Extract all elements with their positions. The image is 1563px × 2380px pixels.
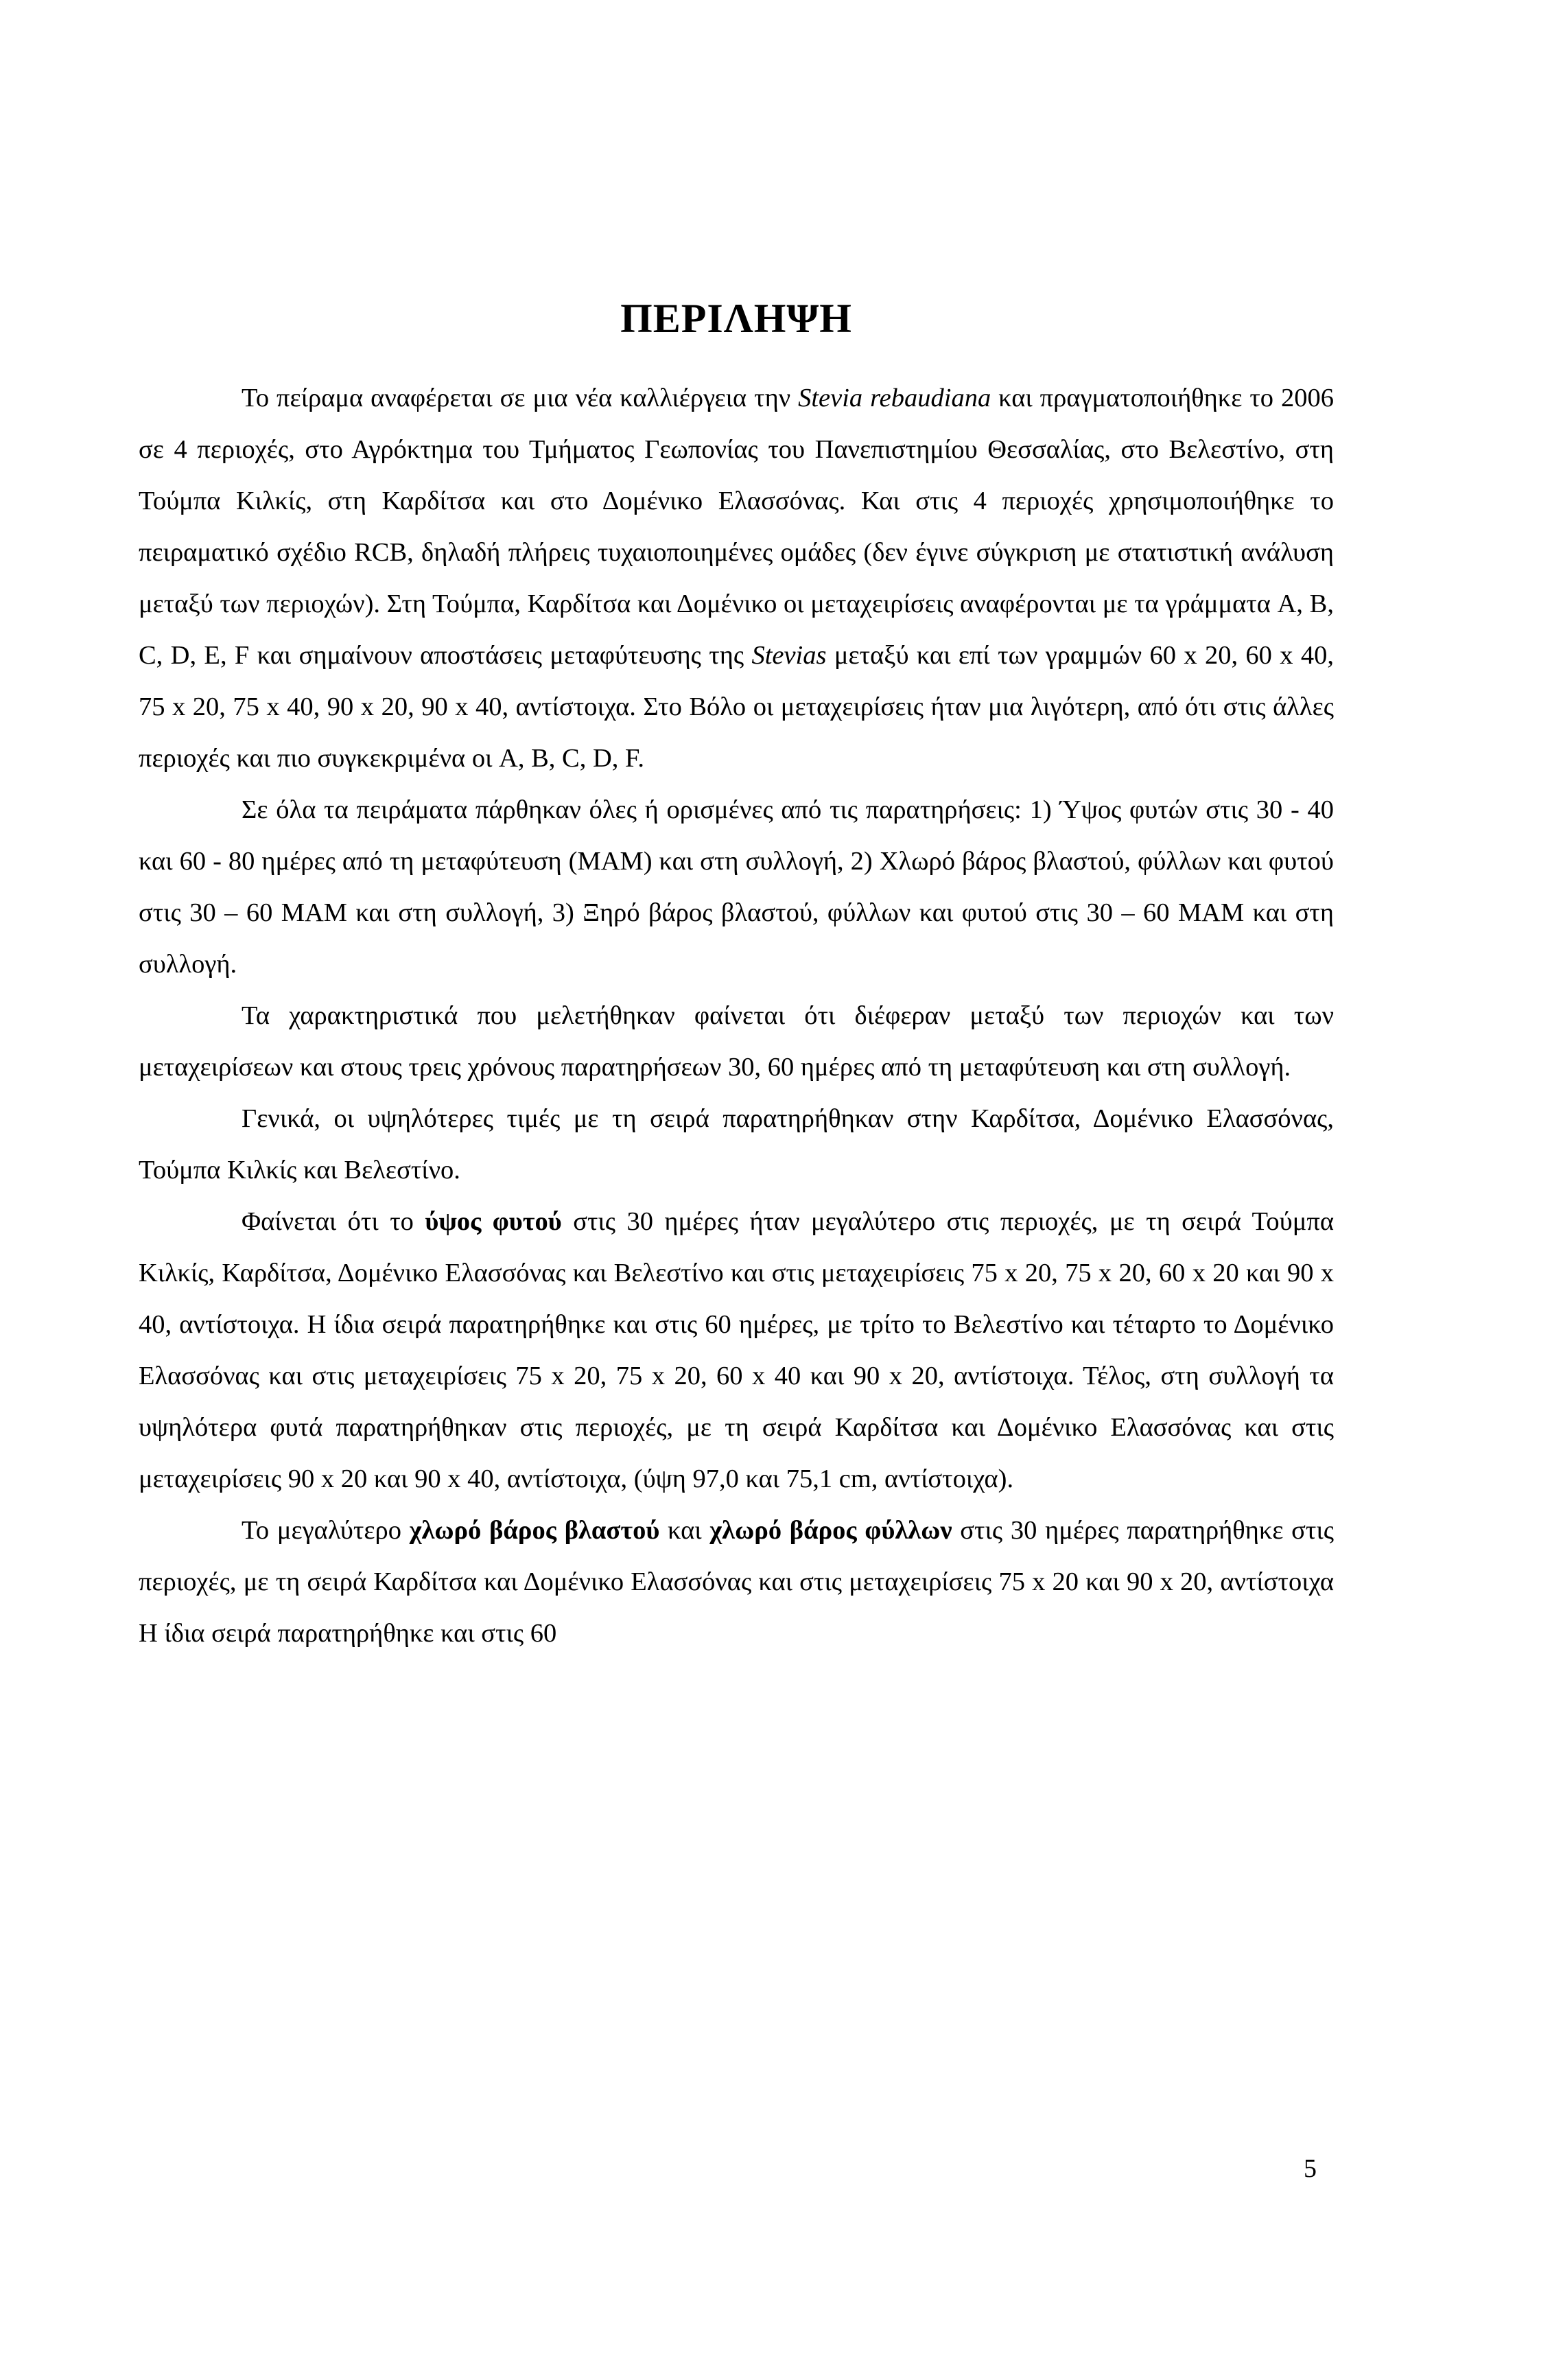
bold-text: ύψος φυτού [425,1207,562,1236]
page-number: 5 [1304,2154,1317,2183]
text-run: μεταξύ και επί των γραμμών 60 x 20, 60 x 40, 75 x 20, 75 x 40, 90 x 20, 90 x 40, αντίστοιχα. Στο Βόλο οι μεταχειρίσεις ήταν μια λιγότερη, από ότι στις άλλες περιοχές και πιο συγκεκριμένα οι A, B, C, D, F. [139,641,1334,773]
bold-text: χλωρό βάρος βλαστού [409,1516,660,1545]
text-run: Σε όλα τα πειράματα πάρθηκαν όλες ή ορισμένες από τις παρατηρήσεις: 1) Ύψος φυτών στις 30 - 40 και 60 - 80 ημέρες από τη μεταφύτευση (ΜΑΜ) και στη συλλογή, 2) Χλωρό βάρος βλαστού, φύλλων και φυτού στις 30 – 60 ΜΑΜ και στη συλλογή, 3) Ξηρό βάρος βλαστού, φύλλων και φυτού στις 30 – 60 ΜΑΜ και στη συλλογή. [139,795,1334,979]
page-title: ΠΕΡΙΛΗΨΗ [620,296,852,341]
paragraph [139,1505,1334,1659]
text-run: και [659,1516,710,1545]
text-run: Γενικά, οι υψηλότερες τιμές με τη σειρά παρατηρήθηκαν στην Καρδίτσα, Δομένικο Ελασσόνας, Τούμπα Κιλκίς και Βελεστίνο. [139,1104,1334,1185]
paragraph [139,373,1334,784]
text-run: Το μεγαλύτερο [242,1516,410,1545]
bold-text: χλωρό βάρος φύλλων [709,1516,952,1545]
text-run: και πραγματοποιήθηκε το 2006 σε 4 περιοχές, στο Αγρόκτημα του Τμήματος Γεωπονίας του Πανεπιστημίου Θεσσαλίας, στο Βελεστίνο, στη Τούμπα Κιλκίς, στη Καρδίτσα και στο Δομένικο Ελασσόνας. Και στις 4 περιοχές χρησιμοποιήθηκε το πειραματικό σχέδιο RCB, δηλαδή πλήρεις τυχαιοποιημένες ομάδες (δεν έγινε σύγκριση με στατιστική ανάλυση μεταξύ των περιοχών). Στη Τούμπα, Καρδίτσα και Δομένικο οι μεταχειρίσεις αναφέρονται με τα γράμματα A, B, C, D, E, F και σημαίνουν αποστάσεις μεταφύτευσης της [139,384,1334,670]
text-run: Το πείραμα αναφέρεται σε μια νέα καλλιέργεια την [242,384,799,412]
paragraph [139,1196,1334,1505]
paragraph [139,784,1334,990]
abstract-body [139,373,1334,1659]
text-run: Τα χαρακτηριστικά που μελετήθηκαν φαίνεται ότι διέφεραν μεταξύ των περιοχών και των μεταχειρίσεων και στους τρεις χρόνους παρατηρήσεων 30, 60 ημέρες από τη μεταφύτευση και στη συλλογή. [139,1001,1334,1082]
italic-text: Stevias [751,641,827,670]
paragraph [139,990,1334,1093]
italic-text: Stevia rebaudiana [798,384,991,412]
text-run: στις 30 ημέρες παρατηρήθηκε στις περιοχές, με τη σειρά Καρδίτσα και Δομένικο Ελασσόνας και στις μεταχειρίσεις 75 x 20 και 90 x 20, αντίστοιχα Η ίδια σειρά παρατηρήθηκε και στις 60 [139,1516,1335,1648]
text-run: Φαίνεται ότι το [242,1207,425,1236]
document-page [139,295,1334,1659]
paragraph [139,1093,1334,1196]
text-run: στις 30 ημέρες ήταν μεγαλύτερο στις περιοχές, με τη σειρά Τούμπα Κιλκίς, Καρδίτσα, Δομένικο Ελασσόνας και Βελεστίνο και στις μεταχειρίσεις 75 x 20, 75 x 20, 60 x 20 και 90 x 40, αντίστοιχα. Η ίδια σειρά παρατηρήθηκε και στις 60 ημέρες, με τρίτο το Βελεστίνο και τέταρτο το Δομένικο Ελασσόνας και στις μεταχειρίσεις 75 x 20, 75 x 20, 60 x 40 και 90 x 20, αντίστοιχα. Τέλος, στη συλλογή τα υψηλότερα φυτά παρατηρήθηκαν στις περιοχές, με τη σειρά Καρδίτσα και Δομένικο Ελασσόνας και στις μεταχειρίσεις 90 x 20 και 90 x 40, αντίστοιχα, (ύψη 97,0 και 75,1 cm, αντίστοιχα). [139,1207,1334,1493]
